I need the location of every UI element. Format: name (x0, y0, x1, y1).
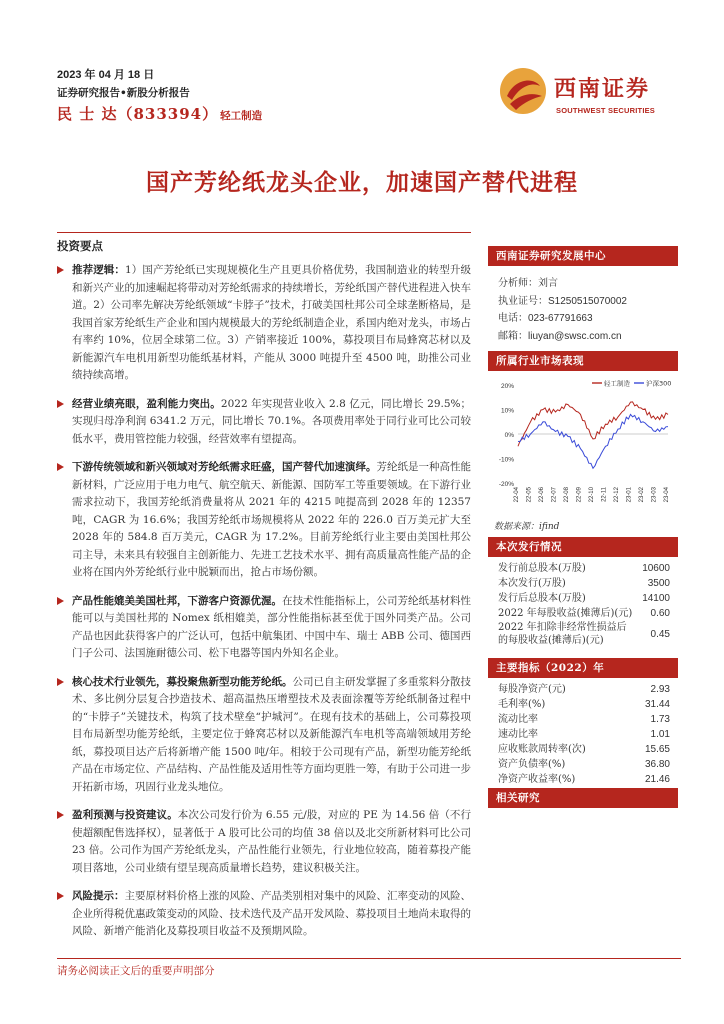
y-tick-label: -10% (498, 456, 514, 464)
point-text: 1）国产芳纶纸已实现规模化生产且更具价格优势，我国制造业的转型升级和新兴产业的加速崛起将带动对芳纶纸需求的持续增长，芳纶纸国产替代进程进入快车道。2）公司率先解决芳纶纸领域“卡脖子”技术，打破美国杜邦公司全球垄断格局，是我国首家芳纶纸生产企业和国内规模最大的芳纶纸制造企业，系国内绝对龙头，市场占有率约 10%，位居全球第二位。3）产销率接近 100%，募投项目布局蜂窝芯材以及新能源汽车电机用新型功能纸基材料，产能从 3000 吨提升至 4500 吨，助推公司业绩持续高增。 (72, 264, 471, 381)
point-paragraph (57, 888, 471, 941)
issue-panel (488, 537, 678, 647)
x-tick-label: 23-03 (651, 487, 658, 503)
bullet-triangle-icon (57, 811, 64, 819)
issue-value: 14100 (642, 593, 670, 604)
analyst-panel (488, 246, 678, 345)
company-line (57, 103, 262, 124)
analyst-line (498, 328, 678, 346)
issue-panel-title: 本次发行情况 (488, 537, 678, 557)
bullet-triangle-icon (57, 266, 64, 274)
metric-row (488, 697, 678, 712)
issue-row (488, 591, 678, 606)
related-panel (488, 788, 678, 808)
y-tick-label: 20% (500, 383, 514, 390)
bullet-triangle-icon (57, 892, 64, 900)
issue-row (488, 561, 678, 576)
logo-mark-icon (498, 66, 548, 116)
point-lead: 经营业绩亮眼，盈利能力突出。 (72, 397, 221, 410)
x-tick-label: 22-07 (551, 487, 558, 503)
issue-key: 发行前总股本(万股) (498, 563, 586, 574)
investment-points (57, 262, 471, 952)
point-lead: 推荐逻辑： (72, 264, 126, 276)
metric-row (488, 682, 678, 697)
industry-tag: 轻工制造 (220, 110, 263, 122)
x-tick-label: 22-10 (589, 487, 595, 503)
metric-key: 每股净资产(元) (498, 684, 566, 695)
x-tick-label: 22-09 (576, 487, 583, 503)
analyst-line (498, 310, 678, 328)
metric-value: 15.65 (644, 744, 670, 755)
chart-source: 数据来源：ifind (494, 522, 560, 532)
x-tick-label: 22-12 (614, 487, 620, 503)
point-text: 在技术性能指标上，公司芳纶纸基材料性能可以与美国杜邦的 Nomex 纸相媲美，部分性能指标甚至优于国外同类产品。公司产品也因此获得客户的广泛认可，包括中航集团、中国中车、瑞士 ABB 公司、德国西门子公司、法国施耐德公司、松下电器等国内外知名企业。 (72, 594, 471, 659)
issue-value: 3500 (647, 578, 670, 589)
point-lead: 风险提示： (72, 890, 125, 902)
issue-row (488, 621, 678, 647)
market-chart (488, 375, 678, 513)
issue-row (488, 576, 678, 591)
point-text: 2022 年实现营业收入 2.8 亿元，同比增长 29.5%；实现归母净利润 6341.2 万元，同比增长 70.1%。各项费用率处于同行业可比公司较低水平，费用管控能力较强，经营效率有望提高。 (72, 397, 472, 445)
analyst-line (498, 293, 678, 311)
metric-row (488, 757, 678, 772)
metric-value: 1.73 (650, 714, 670, 725)
analyst-info (488, 266, 678, 345)
metric-value: 21.46 (644, 774, 670, 785)
issue-value: 10600 (642, 563, 670, 574)
issue-table (488, 557, 678, 647)
x-tick-label: 23-02 (639, 487, 645, 503)
metric-row (488, 772, 678, 787)
issue-key: 发行后总股本(万股) (498, 593, 586, 604)
point-paragraph (57, 262, 471, 385)
x-tick-label: 22-08 (564, 487, 570, 503)
metric-row (488, 742, 678, 757)
y-tick-label: -20% (498, 481, 514, 488)
metric-key: 速动比率 (498, 729, 538, 740)
metric-value: 31.44 (644, 699, 670, 710)
x-tick-label: 22-06 (539, 487, 545, 503)
metric-key: 应收账款周转率(次) (498, 744, 586, 755)
report-date: 2023 年 04 月 18 日 (57, 69, 155, 81)
point-lead: 盈利预测与投资建议。 (72, 809, 178, 821)
market-panel-title: 所属行业市场表现 (488, 351, 678, 371)
footer-disclaimer: 请务必阅读正文后的重要声明部分 (57, 965, 215, 977)
series-line (518, 414, 668, 468)
footer-divider (57, 958, 681, 959)
analyst-value[interactable]: liuyan@swsc.com.cn (528, 330, 622, 342)
metric-value: 36.80 (644, 759, 670, 770)
market-panel (488, 351, 678, 532)
analyst-value: 023-67791663 (528, 313, 593, 324)
section-heading: 投资要点 (57, 239, 103, 253)
legend-label: 沪深300 (646, 379, 672, 388)
metric-key: 毛利率(%) (498, 699, 546, 710)
point-lead: 下游传统领域和新兴领域对芳纶纸需求旺盛，国产替代加速演绎。 (72, 461, 377, 473)
point-text: 公司已自主研发掌握了多重浆料分散技术、多比例分层复合抄造技术、超高温热压增塑技术及表面涂覆等芳纶纸制备过程中的“卡脖子”关键技术，构筑了技术壁垒“护城河”。在现有技术的基础上，公司募投项目布局新型功能芳纶纸，主要定位于蜂窝芯材以及新能源汽车电机等高端领域用芳纶纸，募投项目达产后将新增产能 1500 吨/年。相较于公司现有产品，新型功能芳纶纸产品在市场定位、产品结构、产品性能及适用性等方面均更胜一筹，有助于公司进一步开拓新市场，巩固行业龙头地位。 (72, 675, 471, 793)
logo-name-en: SOUTHWEST SECURITIES (556, 106, 656, 115)
metric-key: 流动比率 (498, 714, 538, 725)
x-tick-label: 23-01 (626, 487, 633, 503)
point-text: 主要原材料价格上涨的风险、产品类别相对集中的风险、汇率变动的风险、企业所得税优惠政策变动的风险、技术迭代及产品开发风险、募投项目土地尚未取得的风险、新增产能消化及募投项目收益不及预期风险。 (72, 890, 471, 937)
point-text: 本次公司发行价为 6.55 元/股，对应的 PE 为 14.56 倍（不行使超额配售选择权），显著低于 A 股可比公司的均值 38 倍以及北交所新材料可比公司 23 倍。公司作为国产芳纶纸龙头，产品性能行业领先，行业地位较高，随着募投产能项目落地，公司业绩有望呈现高质量增长趋势，建议积极关注。 (72, 809, 472, 874)
x-tick-label: 23-04 (664, 487, 670, 503)
section-divider (57, 232, 471, 233)
metric-value: 2.93 (650, 684, 670, 695)
point-paragraph (57, 807, 471, 877)
x-tick-label: 22-05 (526, 487, 533, 503)
point-paragraph (57, 459, 471, 582)
report-type: 证券研究报告•新股分析报告 (57, 87, 190, 99)
bullet-triangle-icon (57, 463, 64, 471)
metric-key: 资产负债率(%) (498, 759, 566, 770)
issue-key: 2022 年每股收益(摊薄后)(元) (498, 608, 633, 619)
analyst-value: S1250515070002 (548, 295, 627, 307)
point-text: 芳纶纸是一种高性能新材料，广泛应用于电力电气、航空航天、新能源、国防军工等重要领域。在下游行业需求拉动下，我国芳纶纸消费量将从 2021 年的 4215 吨提高到 2028 年的 12357 吨，CAGR 为 16.6%；我国芳纶纸市场规模将从 2022 年的 226.0 百万美元扩大至 2028 年的 584.8 百万美元，CAGR 为 17.2%。目前芳纶纸行业主要由美国杜邦公司主导，未来具有较强自主创新能力、先进工艺技术水平、拥有高质量高性能产品的企业将在国内外芳纶纸行业中脱颖而出，抢占市场份额。 (72, 461, 471, 578)
analyst-label: 邮箱： (498, 330, 528, 342)
x-tick-label: 22-11 (601, 487, 608, 502)
metrics-panel (488, 658, 678, 787)
company-name: 民 士 达（833394） (57, 105, 219, 123)
analyst-label: 分析师： (498, 278, 538, 289)
bullet-triangle-icon (57, 678, 64, 686)
issue-value: 0.45 (650, 628, 670, 640)
market-chart-svg (488, 375, 678, 513)
metric-row (488, 712, 678, 727)
report-title: 国产芳纶纸龙头企业，加速国产替代进程 (146, 169, 578, 196)
point-paragraph (57, 593, 471, 663)
analyst-value: 刘言 (538, 278, 558, 289)
issue-row (488, 606, 678, 621)
analyst-label: 电话： (498, 313, 528, 324)
issue-key: 本次发行(万股) (498, 578, 566, 589)
point-paragraph (57, 396, 471, 449)
metric-row (488, 727, 678, 742)
point-lead: 核心技术行业领先，募投聚焦新型功能芳纶纸。 (72, 675, 293, 688)
point-lead: 产品性能媲美美国杜邦，下游客户资源优渥。 (72, 594, 282, 607)
logo-name-cn: 西南证券 (554, 76, 651, 102)
y-tick-label: 10% (500, 407, 514, 415)
issue-key: 2022 年扣除非经常性损益后的每股收益(摊薄后)(元) (498, 622, 627, 646)
bullet-triangle-icon (57, 597, 64, 605)
analyst-label: 执业证号： (498, 295, 548, 307)
legend-label: 轻工制造 (604, 379, 630, 388)
brand-logo (498, 66, 678, 122)
bullet-triangle-icon (57, 400, 64, 408)
metric-value: 1.01 (650, 729, 670, 740)
related-panel-title: 相关研究 (488, 788, 678, 808)
analyst-panel-title: 西南证券研究发展中心 (488, 246, 678, 266)
x-tick-label: 22-04 (514, 487, 520, 503)
analyst-line (498, 275, 678, 293)
y-tick-label: 0% (504, 432, 514, 439)
metrics-panel-title: 主要指标（2022）年 (488, 658, 678, 678)
metric-key: 净资产收益率(%) (498, 774, 576, 785)
point-paragraph (57, 674, 471, 797)
metrics-table (488, 678, 678, 787)
issue-value: 0.60 (650, 608, 670, 619)
